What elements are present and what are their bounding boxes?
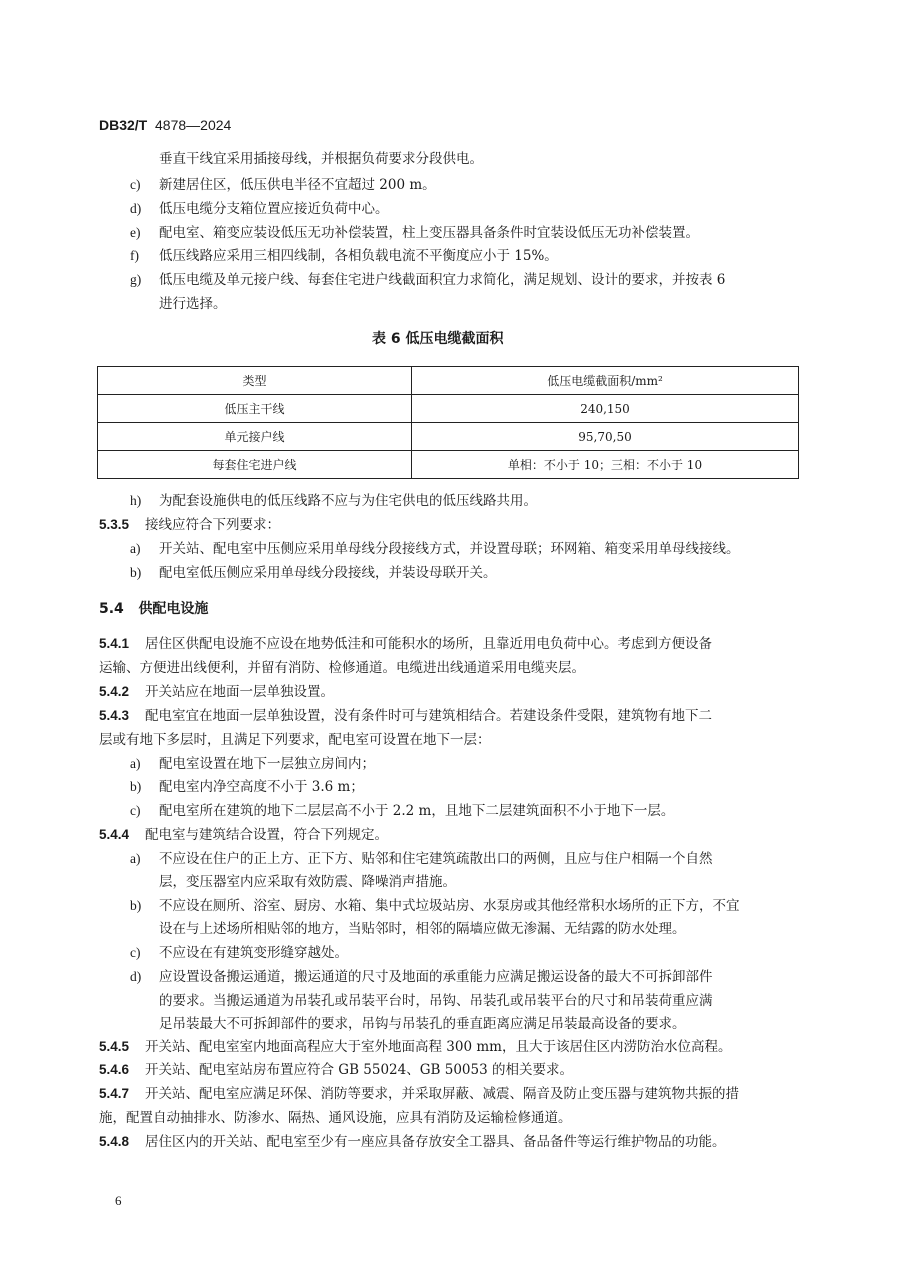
- clause-number: 5.4.5: [99, 1039, 130, 1054]
- item-label: d): [130, 201, 142, 216]
- paragraph-line: 垂直干线宜采用插接母线，并根据负荷要求分段供电。: [159, 151, 483, 167]
- item-label: c): [130, 177, 141, 192]
- clause-number: 5.4.4: [99, 827, 130, 842]
- table-cell: 单相：不小于 10；三相：不小于 10: [412, 451, 799, 479]
- item-text: 为配套设施供电的低压线路不应与为住宅供电的低压线路共用。: [159, 493, 537, 509]
- clause-number: 5.4.1: [99, 636, 130, 651]
- table-row: [98, 395, 799, 423]
- item-text: 配电室内净空高度不小于 3.6 m；: [159, 779, 364, 795]
- item-label: h): [130, 493, 142, 508]
- cable-section-table: [97, 366, 799, 479]
- item-text: 层，变压器室内应采取有效防震、降噪消声措施。: [159, 874, 456, 890]
- item-text: 足吊装最大不可拆卸部件的要求，吊钩与吊装孔的垂直距离应满足吊装最高设备的要求。: [159, 1016, 686, 1032]
- clause-text: 开关站应在地面一层单独设置。: [145, 684, 334, 700]
- clause-number: 5.4.6: [99, 1062, 130, 1077]
- item-text: 设在与上述场所相贴邻的地方，当贴邻时，相邻的隔墙应做无渗漏、无结露的防水处理。: [159, 921, 686, 937]
- item-text: 配电室设置在地下一层独立房间内；: [159, 756, 375, 772]
- clause-text: 施，配置自动抽排水、防渗水、隔热、通风设施，应具有消防及运输检修通道。: [99, 1110, 572, 1126]
- item-text: 开关站、配电室中压侧应采用单母线分段接线方式，并设置母联；环网箱、箱变采用单母线接线。: [159, 541, 740, 557]
- clause-text: 开关站、配电室应满足环保、消防等要求，并采取屏蔽、减震、隔音及防止变压器与建筑物共振的措: [145, 1086, 739, 1102]
- section-heading: [99, 598, 208, 620]
- table-cell: 95,70,50: [412, 423, 799, 451]
- item-text: 不应设在住户的正上方、正下方、贴邻和住宅建筑疏散出口的两侧，且应与住户相隔一个自然: [159, 851, 713, 867]
- item-text: 配电室低压侧应采用单母线分段接线，并装设母联开关。: [159, 565, 497, 581]
- table-cell: 240,150: [412, 395, 799, 423]
- standard-number: 4878—2024: [155, 117, 232, 133]
- item-label: a): [130, 541, 141, 556]
- clause-text: 配电室与建筑结合设置，符合下列规定。: [145, 827, 388, 843]
- item-label: b): [130, 898, 142, 913]
- clause-text: 居住区内的开关站、配电室至少有一座应具备存放安全工器具、备品备件等运行维护物品的功能。: [145, 1134, 726, 1150]
- clause-number: 5.4.3: [99, 708, 130, 723]
- item-label: e): [130, 225, 141, 240]
- item-label: a): [130, 851, 141, 866]
- item-text: 的要求。当搬运通道为吊装孔或吊装平台时，吊钩、吊装孔或吊装平台的尺寸和吊装荷重应满: [159, 993, 713, 1009]
- section-number: 5.4: [99, 601, 124, 617]
- item-text: 不应设在厕所、浴室、厨房、水箱、集中式垃圾站房、水泵房或其他经常积水场所的正下方，不宜: [159, 898, 740, 914]
- item-text: 低压电缆分支箱位置应接近负荷中心。: [159, 201, 389, 217]
- clause-number: 5.4.2: [99, 684, 130, 699]
- clause-text: 居住区供配电设施不应设在地势低洼和可能积水的场所，且靠近用电负荷中心。考虑到方便设备: [145, 636, 712, 652]
- item-text: 不应设在有建筑变形缝穿越处。: [159, 945, 348, 961]
- section-title: 供配电设施: [138, 601, 209, 617]
- item-text: 配电室所在建筑的地下二层层高不小于 2.2 m，且地下二层建筑面积不小于地下一层。: [159, 803, 675, 819]
- item-label: b): [130, 565, 142, 580]
- page-number: 6: [115, 1193, 122, 1208]
- table-row: [98, 423, 799, 451]
- item-text: 低压电缆及单元接户线、每套住宅进户线截面积宜力求简化，满足规划、设计的要求，并按表 6: [159, 272, 726, 288]
- clause-text: 层或有地下多层时，且满足下列要求，配电室可设置在地下一层：: [99, 732, 491, 748]
- item-label: b): [130, 779, 142, 794]
- clause-number: 5.4.8: [99, 1134, 130, 1149]
- item-label: d): [130, 969, 142, 984]
- item-label: f): [130, 248, 139, 263]
- table-row: [98, 451, 799, 479]
- clause-number: 5.4.7: [99, 1086, 130, 1101]
- item-label: a): [130, 756, 141, 771]
- clause-text: 运输、方便进出线便利，并留有消防、检修通道。电缆进出线通道采用电缆夹层。: [99, 660, 585, 676]
- item-label: c): [130, 945, 141, 960]
- table-cell: 单元接户线: [98, 423, 412, 451]
- clause-text: 开关站、配电室站房布置应符合 GB 55024、GB 50053 的相关要求。: [145, 1062, 573, 1078]
- table-cell: 每套住宅进户线: [98, 451, 412, 479]
- item-label: g): [130, 272, 142, 287]
- item-text: 应设置设备搬运通道，搬运通道的尺寸及地面的承重能力应满足搬运设备的最大不可拆卸部件: [159, 969, 713, 985]
- item-text: 低压线路应采用三相四线制，各相负载电流不平衡度应小于 15%。: [159, 248, 558, 264]
- document-code: [99, 114, 231, 136]
- table-cell: 低压主干线: [98, 395, 412, 423]
- clause-text: 配电室宜在地面一层单独设置，没有条件时可与建筑相结合。若建设条件受限，建筑物有地下二: [145, 708, 712, 724]
- table-header-cell: 低压电缆截面积/mm²: [412, 367, 799, 395]
- standard-code: DB32/T: [99, 117, 148, 133]
- clause-number: 5.3.5: [99, 517, 130, 532]
- clause-text: 开关站、配电室室内地面高程应大于室外地面高程 300 mm，且大于该居住区内涝防治水位高程。: [145, 1039, 732, 1055]
- table-header-row: [98, 367, 799, 395]
- table-header-cell: 类型: [98, 367, 412, 395]
- item-text: 进行选择。: [159, 296, 227, 312]
- item-label: c): [130, 803, 141, 818]
- item-text: 新建居住区，低压供电半径不宜超过 200 m。: [159, 177, 436, 193]
- item-text: 配电室、箱变应装设低压无功补偿装置，柱上变压器具备条件时宜装设低压无功补偿装置。: [159, 225, 699, 241]
- table-caption: 表 6 低压电缆截面积: [372, 331, 504, 347]
- clause-text: 接线应符合下列要求：: [145, 517, 280, 533]
